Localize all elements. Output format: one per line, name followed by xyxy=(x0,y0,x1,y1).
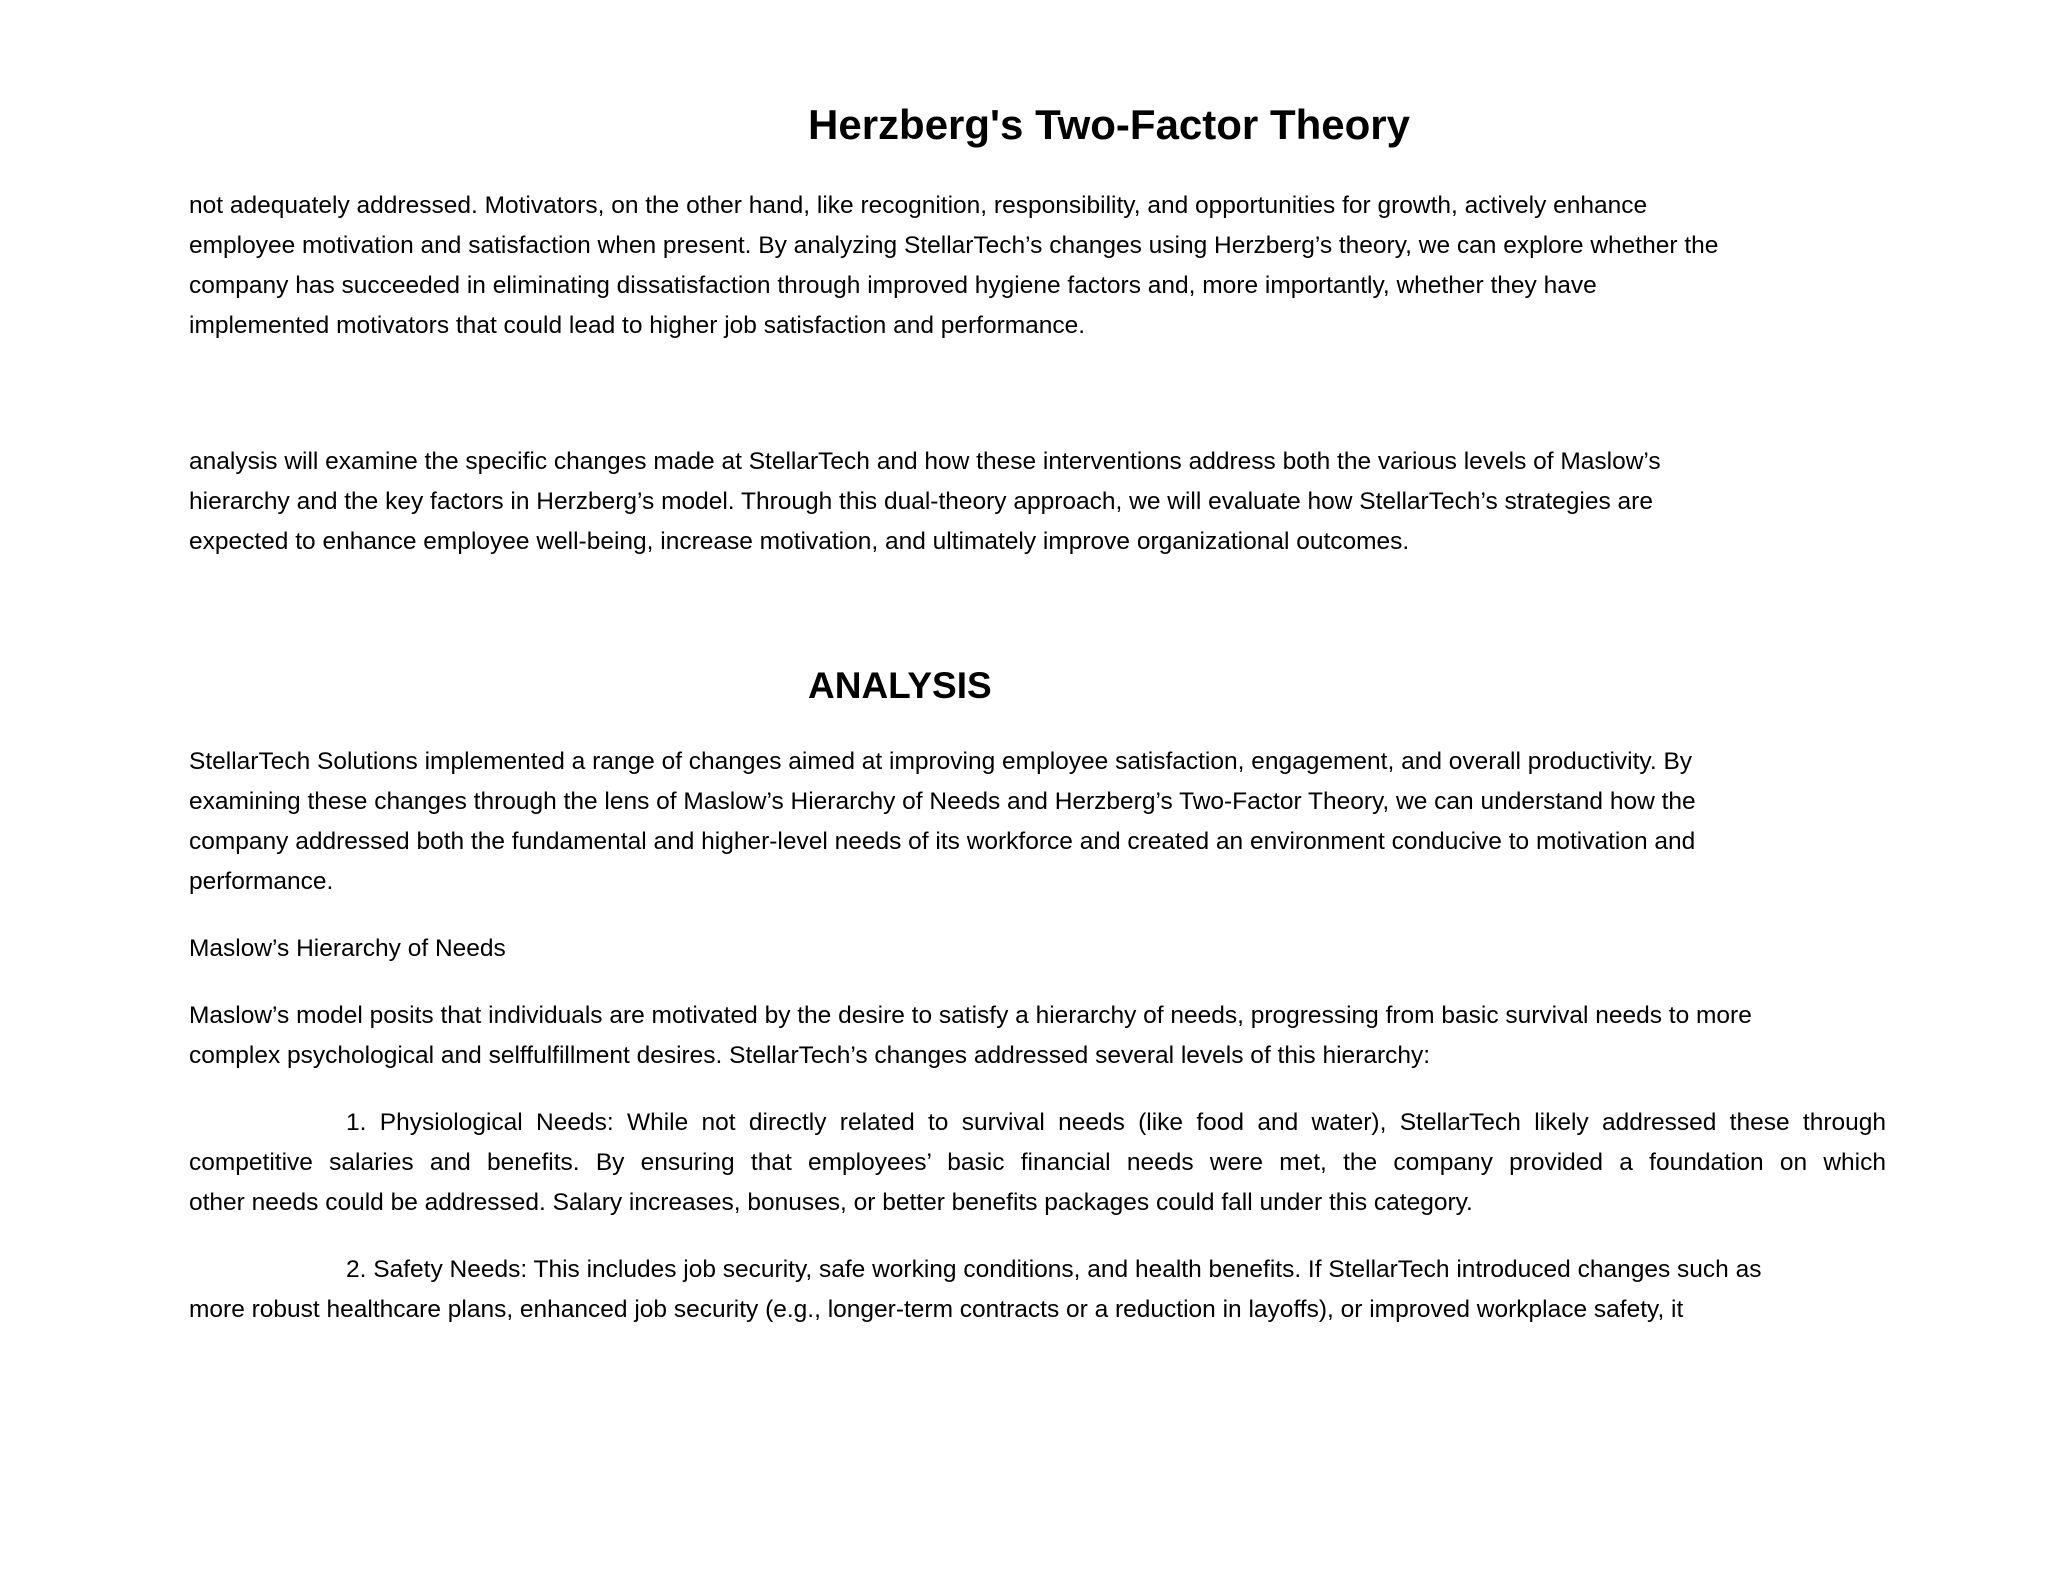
paragraph-herzberg-continued xyxy=(189,186,1869,346)
subheading-maslow xyxy=(189,929,1869,969)
text-line: Maslow’s model posits that individuals are motivated by the desire to satisfy a hierarchy of needs, progressing from basic survival needs to more xyxy=(189,1002,1752,1029)
page-title-herzberg: Herzberg's Two-Factor Theory xyxy=(808,101,1410,148)
paragraph-analysis-intro xyxy=(189,742,1869,902)
section-heading-analysis: ANALYSIS xyxy=(808,665,992,706)
text-line: competitive salaries and benefits. By ensuring that employees’ basic financial needs were met, the company provided a foundation on which xyxy=(189,1149,1886,1176)
text-line: complex psychological and selffulfillment desires. StellarTech’s changes addressed several levels of this hierarchy: xyxy=(189,1042,1431,1069)
paragraph-analysis-overview xyxy=(189,442,1869,562)
text-line: company addressed both the fundamental and higher-level needs of its workforce and created an environment conducive to motivation and xyxy=(189,828,1696,855)
paragraph-maslow-model xyxy=(189,996,1869,1076)
text-line: expected to enhance employee well-being, increase motivation, and ultimately improve organizational outcomes. xyxy=(189,528,1410,555)
text-line: Maslow’s Hierarchy of Needs xyxy=(189,935,506,962)
text-line: employee motivation and satisfaction when present. By analyzing StellarTech’s changes using Herzberg’s theory, we can explore whether the xyxy=(189,232,1719,259)
text-line: hierarchy and the key factors in Herzberg’s model. Through this dual-theory approach, we will evaluate how StellarTech’s strategies are xyxy=(189,488,1653,515)
text-line: performance. xyxy=(189,868,334,895)
text-fragment: 2. Safety Needs: This includes job security, safe working conditions, and health benefits. If StellarTech introduced changes such as xyxy=(346,1256,1762,1283)
text-line: analysis will examine the specific changes made at StellarTech and how these interventions address both the various levels of Maslow’s xyxy=(189,448,1661,475)
text-fragment: 1. Physiological Needs: While not directly related to survival needs (like food and water), StellarTech likely addressed these through xyxy=(346,1109,1886,1136)
text-line: implemented motivators that could lead to higher job satisfaction and performance. xyxy=(189,312,1086,339)
text-line: other needs could be addressed. Salary increases, bonuses, or better benefits packages could fall under this category. xyxy=(189,1189,1473,1216)
text-line xyxy=(189,1103,1886,1143)
text-line: not adequately addressed. Motivators, on the other hand, like recognition, responsibility, and opportunities for growth, actively enhance xyxy=(189,192,1648,219)
text-line: company has succeeded in eliminating dissatisfaction through improved hygiene factors and, more importantly, whether they have xyxy=(189,272,1597,299)
text-line xyxy=(189,1250,1869,1290)
text-line: examining these changes through the lens of Maslow’s Hierarchy of Needs and Herzberg’s Two-Factor Theory, we can understand how the xyxy=(189,788,1696,815)
list-item-safety-needs xyxy=(189,1250,1869,1330)
text-line: more robust healthcare plans, enhanced job security (e.g., longer-term contracts or a reduction in layoffs), or improved workplace safety, it xyxy=(189,1296,1684,1323)
text-line: StellarTech Solutions implemented a range of changes aimed at improving employee satisfaction, engagement, and overall productivity. By xyxy=(189,748,1693,775)
list-item-physiological-needs xyxy=(189,1103,1886,1223)
